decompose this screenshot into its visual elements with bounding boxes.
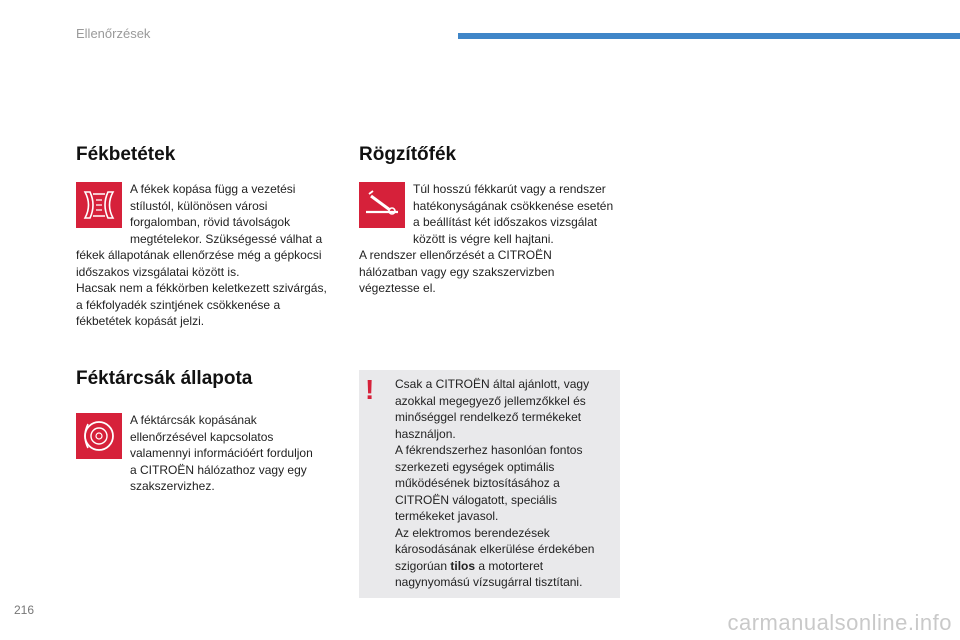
- text-line: a CITROËN hálózathoz vagy egy: [130, 462, 307, 477]
- brake-pads-intro: [130, 181, 340, 247]
- header-accent-bar: [458, 33, 960, 39]
- watermark: carmanualsonline.info: [727, 610, 952, 635]
- text-line: CITROËN válogatott, speciális: [395, 492, 558, 507]
- text-line: fékek állapotának ellenőrzése még a gépkocsi: [76, 248, 322, 262]
- text-line: hálózatban vagy egy szakszervizben: [359, 264, 555, 279]
- brake-pads-body: [76, 247, 346, 330]
- warning-notice: [359, 370, 620, 598]
- text-line: szerkezeti egységek optimális: [395, 459, 555, 474]
- text-line: stílustól, különösen városi: [130, 198, 268, 213]
- text-line: forgalomban, rövid távolságok: [130, 215, 291, 229]
- text-line: a fékfolyadék szintjének csökkenése a: [76, 297, 281, 312]
- text-line: hatékonyságának csökkenése esetén: [413, 198, 614, 213]
- text-line: A fékek kopása függ a vezetési: [130, 182, 296, 196]
- text-line: A rendszer ellenőrzését a CITROËN: [359, 248, 552, 262]
- text-line: használjon.: [395, 426, 456, 441]
- text-line: megtételekor. Szükségessé válhat a: [130, 231, 323, 246]
- text-line: fékbetétek kopását jelzi.: [76, 314, 205, 328]
- text-line: Az elektromos berendezések: [395, 525, 550, 540]
- text-line: A féktárcsák kopásának: [130, 413, 257, 427]
- exclamation-icon: !: [365, 374, 375, 405]
- text-line: a beállítást két időszakos vizsgálat: [413, 215, 598, 229]
- parking-brake-intro: [413, 181, 625, 247]
- text-line: károsodásának elkerülése érdekében: [395, 542, 595, 556]
- text-line: nagynyomású vízsugárral tisztítani.: [395, 575, 583, 589]
- text-line: között is végre kell hajtani.: [413, 231, 554, 246]
- text-line: Csak a CITROËN által ajánlott, vagy: [395, 377, 590, 391]
- section-title: Ellenőrzések: [76, 26, 151, 41]
- brake-disc-icon: [76, 413, 122, 459]
- text-span: szigorúan: [395, 558, 451, 573]
- bold-word: tilos: [450, 558, 476, 573]
- text-line: termékeket javasol.: [395, 509, 499, 523]
- text-line: azokkal megegyező jellemzőkkel és: [395, 393, 586, 408]
- brake-discs-heading: Féktárcsák állapota: [76, 368, 253, 389]
- notice-text: [395, 376, 613, 591]
- parking-brake-icon: [359, 182, 405, 228]
- text-line: működésének biztosításához a: [395, 476, 560, 490]
- parking-brake-heading: Rögzítőfék: [359, 144, 457, 165]
- parking-brake-body: [359, 247, 619, 297]
- text-line: Túl hosszú fékkarút vagy a rendszer: [413, 182, 606, 196]
- text-span: a motorteret: [475, 558, 544, 573]
- text-line: időszakos vizsgálatai között is.: [76, 264, 240, 279]
- text-line: Hacsak nem a fékkörben keletkezett szivárgás,: [76, 281, 327, 295]
- text-line: minőséggel rendelkező termékeket: [395, 410, 582, 424]
- text-line: végeztesse el.: [359, 281, 436, 295]
- text-line: valamennyi információért forduljon: [130, 446, 313, 460]
- brake-pads-heading: Fékbetétek: [76, 144, 176, 165]
- brake-pads-icon: [76, 182, 122, 228]
- brake-discs-body: [130, 412, 340, 495]
- text-line: ellenőrzésével kapcsolatos: [130, 429, 274, 444]
- text-line: [395, 558, 613, 575]
- text-line: szakszervizhez.: [130, 479, 215, 493]
- page-number: 216: [14, 603, 35, 617]
- text-line: A fékrendszerhez hasonlóan fontos: [395, 443, 583, 457]
